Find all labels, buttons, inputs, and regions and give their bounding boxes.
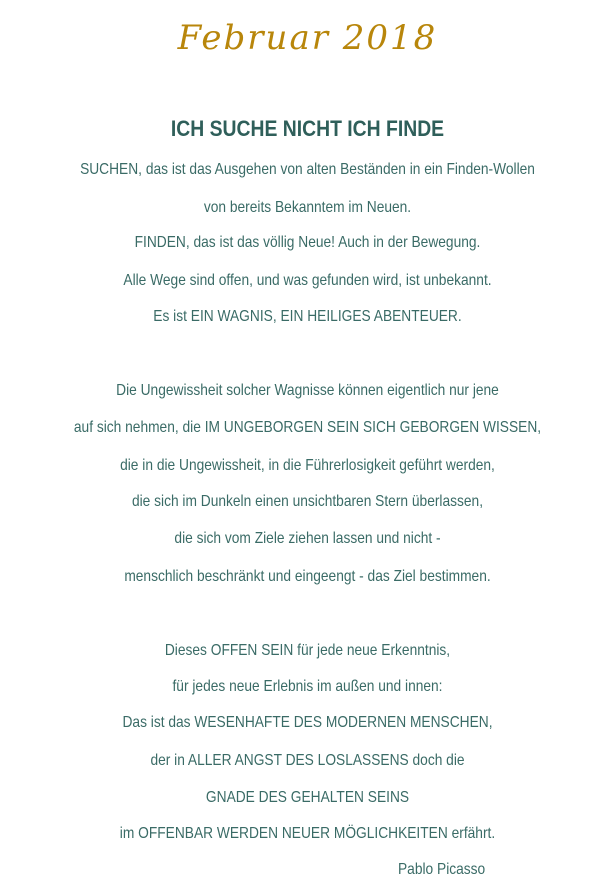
poem-line: menschlich beschränkt und eingeengt - das Ziel bestimmen. [124, 568, 491, 585]
month-title: Februar 2018 [177, 18, 438, 58]
poem-line: Das ist das WESENHAFTE DES MODERNEN MENSCHEN, [122, 714, 493, 731]
poem-line: im OFFENBAR WERDEN NEUER MÖGLICHKEITEN erfährt. [119, 825, 496, 842]
poem-line: der in ALLER ANGST DES LOSLASSENS doch die [150, 752, 465, 769]
poem-title: ICH SUCHE NICHT ICH FINDE [170, 116, 445, 141]
poem-line: Die Ungewissheit solcher Wagnisse können eigentlich nur jene [116, 382, 499, 399]
poem-line: FINDEN, das ist das völlig Neue! Auch in der Bewegung. [134, 234, 481, 251]
poem-line: GNADE DES GEHALTEN SEINS [205, 789, 410, 806]
poem-line: Dieses OFFEN SEIN für jede neue Erkenntnis, [164, 642, 451, 659]
poem-line: die sich vom Ziele ziehen lassen und nicht - [174, 530, 441, 547]
poem-line: auf sich nehmen, die IM UNGEBORGEN SEIN SICH GEBORGEN WISSEN, [73, 419, 542, 436]
poem-line: Alle Wege sind offen, und was gefunden wird, ist unbekannt. [123, 272, 492, 289]
poem-line: Es ist EIN WAGNIS, EIN HEILIGES ABENTEUER. [153, 308, 462, 325]
poem-author: Pablo Picasso [398, 861, 486, 878]
poem-line: von bereits Bekanntem im Neuen. [203, 199, 412, 216]
poem-line: SUCHEN, das ist das Ausgehen von alten Beständen in ein Finden-Wollen [80, 161, 535, 178]
poem-line: für jedes neue Erlebnis im außen und innen: [172, 678, 443, 695]
poem-line: die in die Ungewissheit, in die Führerlosigkeit geführt werden, [120, 457, 495, 474]
poem-line: die sich im Dunkeln einen unsichtbaren Stern überlassen, [131, 493, 484, 510]
